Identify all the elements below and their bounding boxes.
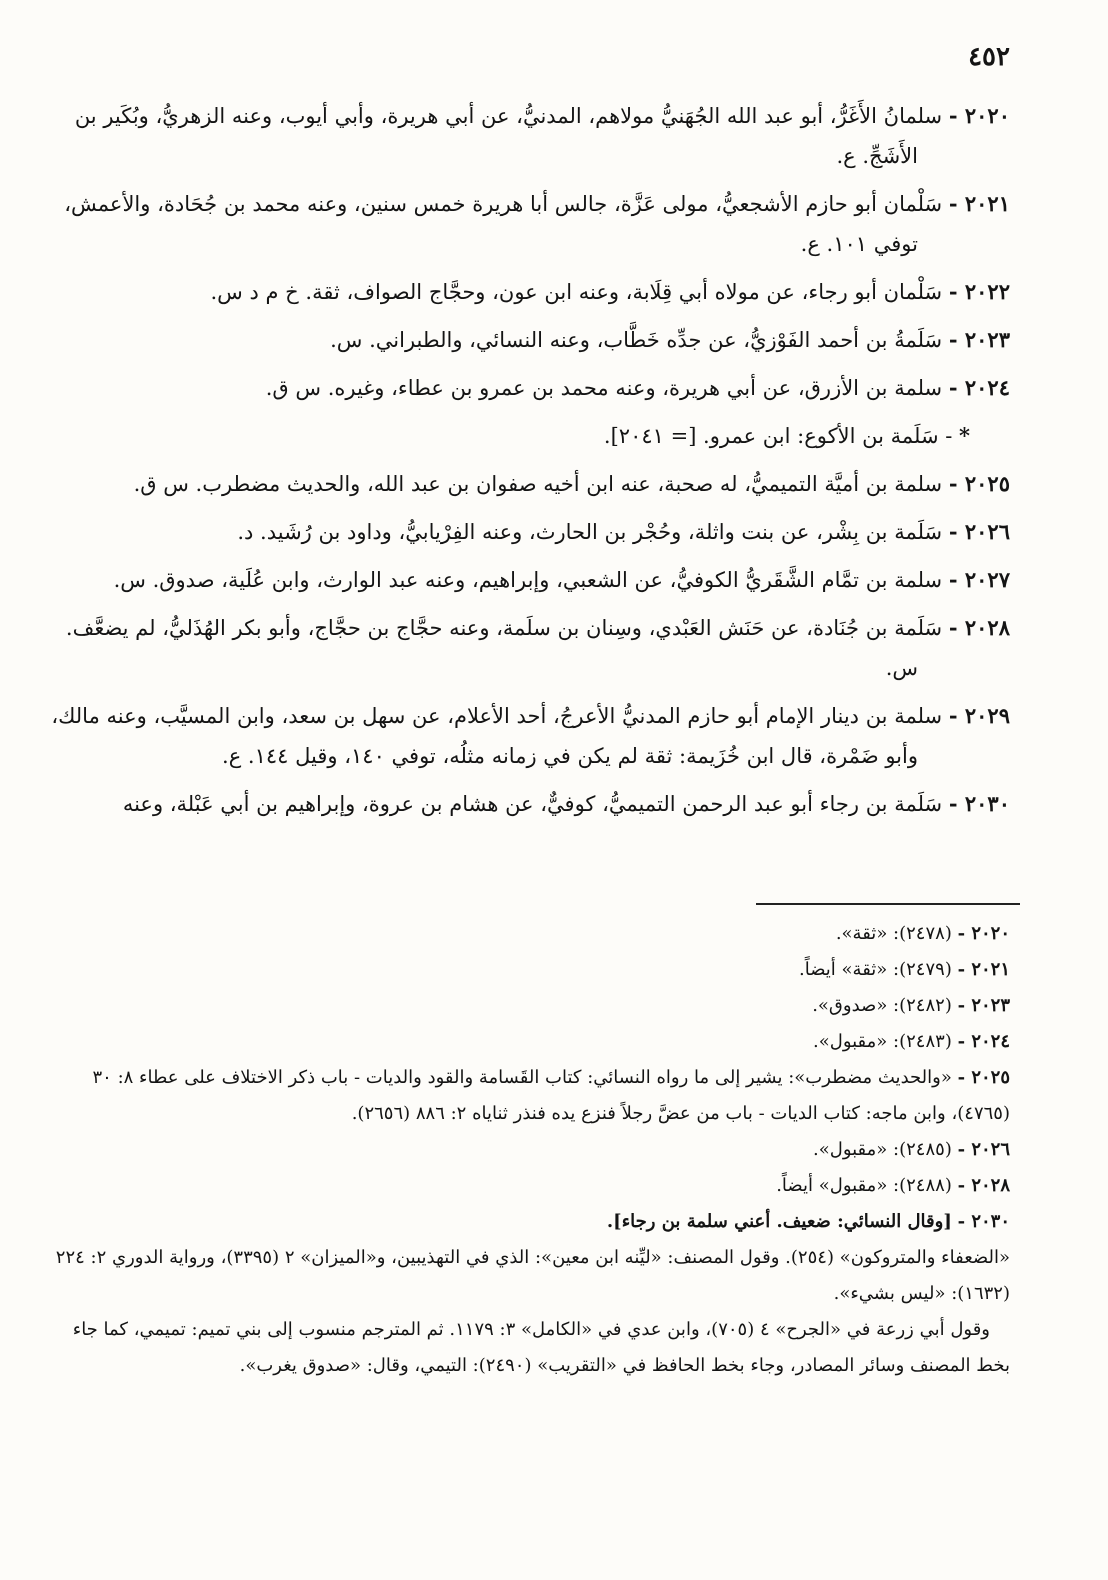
entry-2027 [40,560,1010,600]
entry-number: ٢٠٢٨ - [948,615,1010,640]
footnote-number: ٢٠٢٦ - [957,1139,1010,1160]
cross-reference-note [40,416,1010,456]
main-text [40,96,1010,832]
footnote-continuation: وقول أبي زرعة في «الجرح» ٤ (٧٠٥)، وابن عدي في «الكامل» ٣: ١١٧٩. ثم المترجم منسوب إلى بني تميم: تميمي، كما جاء بخط المصنف وسائر المصادر، وجاء بخط الحافظ في «التقريب» (٢٤٩٠): التيمي، وقال: «صدوق يغرب». [72,1319,1010,1376]
entry-2020 [40,96,1010,176]
footnote-number: ٢٠٢٥ - [957,1067,1010,1088]
entry-text: سلمة بن دينار الإمام أبو حازم المدنيُّ الأعرجُ، أحد الأعلام، عن سهل بن سعد، وابن المسيَّب، وعنه مالك، وأبو ضَمْرة، قال ابن خُزَيمة: ثقة لم يكن في زمانه مثلُه، توفي ١٤٠، وقيل ١٤٤. ع. [51,704,943,768]
footnote-text: [وقال النسائي: ضعيف. أعني سلمة بن رجاء]. [606,1211,952,1232]
entry-number: ٢٠٢٩ - [948,703,1010,728]
page-number: ٤٥٢ [968,42,1010,72]
entry-number: ٢٠٢٦ - [948,519,1010,544]
footnotes [40,916,1010,1384]
star-marker: * [959,423,970,448]
footnote-2023 [40,988,1010,1024]
footnote-text: (٢٤٨٣): «مقبول». [813,1031,952,1052]
entry-2029 [40,696,1010,776]
entry-2030 [40,784,1010,824]
footnote-2020 [40,916,1010,952]
entry-text: - سَلَمة بن الأكوع: ابن عمرو. [= ٢٠٤١]. [603,424,953,448]
entry-text: سلمة بن الأزرق، عن أبي هريرة، وعنه محمد بن عمرو بن عطاء، وغيره. س ق. [265,376,943,400]
footnote-text: (٢٤٨٨): «مقبول» أيضاً. [776,1175,952,1196]
entry-number: ٢٠٣٠ - [948,791,1010,816]
footnote-text: (٢٤٧٨): «ثقة». [835,923,952,944]
footnote-text: (٢٤٧٩): «ثقة» أيضاً. [798,959,952,980]
entry-number: ٢٠٢٥ - [948,471,1010,496]
footnote-separator [756,903,1020,905]
entry-text: سلمانُ الأَغَرُّ، أبو عبد الله الجُهَنيُّ مولاهم، المدنيُّ، عن أبي هريرة، وأبي أيوب، وعنه الزهريُّ، وبُكَير بن الأَشَجِّ. ع. [74,104,943,168]
entry-2028 [40,608,1010,688]
entry-text: سلمة بن تمَّام الشَّقَريُّ الكوفيُّ، عن الشعبي، وإبراهيم، وعنه عبد الوارث، وابن عُلَية، صدوق. س. [113,568,943,592]
footnote-number: ٢٠٢١ - [957,959,1010,980]
footnote-2021 [40,952,1010,988]
entry-2024 [40,368,1010,408]
entry-number: ٢٠٢٠ - [948,103,1010,128]
footnote-2024 [40,1024,1010,1060]
entry-text: سَلَمةُ بن أحمد الفَوْزيُّ، عن جدِّه خَطَّاب، وعنه النسائي، والطبراني. س. [330,328,943,352]
footnote-number: ٢٠٢٤ - [957,1031,1010,1052]
footnote-2026 [40,1132,1010,1168]
footnote-number: ٢٠٢٨ - [957,1175,1010,1196]
footnote-text: (٢٤٨٥): «مقبول». [813,1139,952,1160]
entry-number: ٢٠٢٢ - [948,279,1010,304]
entry-2026 [40,512,1010,552]
entry-text: سلمة بن أميَّة التميميُّ، له صحبة، عنه ابن أخيه صفوان بن عبد الله، والحديث مضطرب. س ق. [133,472,943,496]
entry-2025 [40,464,1010,504]
entry-text: سَلَمة بن بِشْر، عن بنت واثلة، وحُجْر بن الحارث، وعنه الفِرْيابيُّ، وداود بن رُشَيد. د. [237,520,943,544]
entry-2023 [40,320,1010,360]
footnote-2030 [40,1204,1010,1240]
entry-2022 [40,272,1010,312]
entry-number: ٢٠٢٤ - [948,375,1010,400]
footnote-text: «والحديث مضطرب»: يشير إلى ما رواه النسائي: كتاب القَسامة والقود والديات - باب ذكر الاختلاف على عطاء ٨: ٣٠ (٤٧٦٥)، وابن ماجه: كتاب الديات - باب من عضَّ رجلاً فنزع يده فنذر ثناياه ٢: ٨٨٦ (٢٦٥٦). [92,1067,1010,1124]
footnote-text: (٢٤٨٢): «صدوق». [812,995,952,1016]
entry-2021 [40,184,1010,264]
footnote-number: ٢٠٣٠ - [957,1211,1010,1232]
entry-number: ٢٠٢١ - [948,191,1010,216]
entry-number: ٢٠٢٣ - [948,327,1010,352]
footnote-2028 [40,1168,1010,1204]
footnote-continuation: «الضعفاء والمتروكون» (٢٥٤). وقول المصنف: «ليِّنه ابن معين»: الذي في التهذيبين، و«الميزان» ٢ (٣٣٩٥)، ورواية الدوري ٢: ٢٢٤ (١٦٣٢): «ليس بشيء». [55,1247,1010,1304]
footnote-2025 [40,1060,1010,1132]
footnote-number: ٢٠٢٠ - [957,923,1010,944]
entry-text: سَلْمان أبو حازم الأشجعيُّ، مولى عَزَّة، جالس أبا هريرة خمس سنين، وعنه محمد بن جُحَادة، والأعمش، توفي ١٠١. ع. [64,192,943,256]
entry-text: سَلَمة بن رجاء أبو عبد الرحمن التميميُّ، كوفيٌّ، عن هشام بن عروة، وإبراهيم بن أبي عَبْلة، وعنه [122,792,943,816]
entry-text: سَلَمة بن جُنَادة، عن حَنَش العَبْدي، وسِنان بن سلَمة، وعنه حجَّاج بن حجَّاج، وأبو بكر الهُذَليُّ، لم يضعَّف. س. [65,616,943,680]
entry-text: سَلْمان أبو رجاء، عن مولاه أبي قِلَابة، وعنه ابن عون، وحجَّاج الصواف، ثقة. خ م د س. [210,280,943,304]
footnote-number: ٢٠٢٣ - [957,995,1010,1016]
entry-number: ٢٠٢٧ - [948,567,1010,592]
